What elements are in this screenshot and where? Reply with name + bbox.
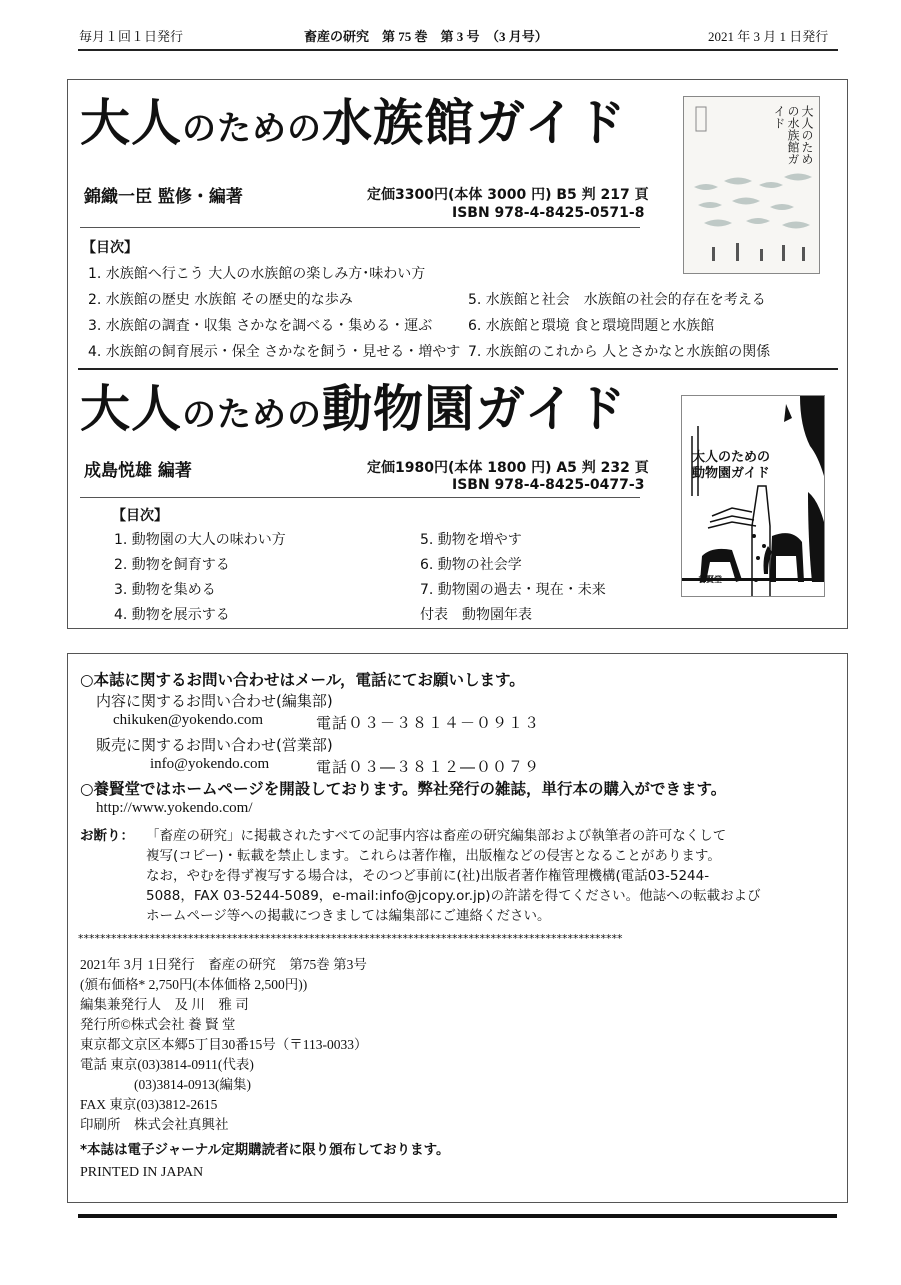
star-divider: ***************************************************************************************************: [78, 932, 623, 945]
book2-title: [80, 380, 627, 438]
issue-frequency: 毎月１回１日発行: [79, 29, 184, 44]
book2-toc-item: 6. 動物の社会学: [420, 557, 522, 573]
homepage-notice: ○養賢堂ではホームページを開設しております。弊社発行の雑誌，単行本の購入ができます。: [80, 780, 727, 798]
sales-email-link[interactable]: info@yokendo.com: [150, 756, 270, 772]
contact-intro: ○本誌に関するお問い合わせはメール，電話にてお願いします。: [80, 671, 525, 689]
notice-line: ホームページ等への掲載につきましては編集部にご連絡ください。: [146, 908, 551, 924]
colophon-line: 2021年 3月 1日発行 畜産の研究 第75巻 第3号: [80, 957, 367, 972]
book1-price: 定価3300円(本体 3000 円) B5 判 217 頁: [367, 187, 649, 203]
journal-issue: 畜産の研究 第 75 巻 第 3 号 （3 月号）: [304, 29, 548, 44]
notice-label: お断り：: [80, 828, 134, 844]
issue-date: 2021 年 3 月 1 日発行: [708, 29, 829, 44]
editorial-email-link[interactable]: chikuken@yokendo.com: [113, 712, 264, 728]
book2-title-part: 動物園ガイド: [322, 380, 627, 438]
book1-title: [80, 94, 627, 152]
colophon-line: (頒布価格* 2,750円(本体価格 2,500円)): [80, 977, 308, 992]
book1-title-part: 水族館ガイド: [322, 94, 627, 152]
distribution-note: *本誌は電子ジャーナル定期購読者に限り頒布しております。: [80, 1142, 450, 1158]
book1-isbn: ISBN 978-4-8425-0571-8: [452, 205, 645, 221]
book1-toc-item: 7. 水族館のこれから 人とさかなと水族館の関係: [468, 344, 771, 360]
book2-toc-item: 4. 動物を展示する: [114, 607, 230, 623]
book2-title-part: 大人: [80, 380, 182, 438]
book2-toc-item: 1. 動物園の大人の味わい方: [114, 532, 286, 548]
book2-cover-publisher: 養賢堂: [698, 575, 722, 584]
book2-rule: [80, 497, 640, 498]
colophon-line: (03)3814-0913(編集): [80, 1077, 251, 1092]
book2-toc-item: 付表 動物園年表: [420, 607, 532, 623]
book1-title-part: 大人: [80, 94, 182, 152]
sales-phone: 電話０３―３８１２―００７９: [316, 758, 541, 776]
book2-cover-title-line: 動物園ガイド: [692, 466, 770, 481]
sales-contact-label: 販売に関するお問い合わせ(営業部): [96, 736, 333, 754]
book2-cover-title: [692, 450, 770, 482]
notice-line: 「畜産の研究」に掲載されたすべての記事内容は畜産の研究編集部および執筆者の許可なくして: [146, 828, 727, 844]
book2-author: 成島悦雄 編著: [84, 461, 192, 481]
zoo-cover-illustration: [682, 396, 824, 596]
book-separator: [78, 368, 838, 370]
colophon-line: 東京都文京区本郷5丁目30番15号（〒113-0033）: [80, 1037, 368, 1052]
book1-toc-item: 6. 水族館と環境 食と環境問題と水族館: [468, 318, 715, 334]
book2-cover-title-line: 大人のための: [692, 450, 771, 465]
book2-toc-item: 2. 動物を飼育する: [114, 557, 230, 573]
colophon-line: 電話 東京(03)3814-0911(代表): [80, 1057, 254, 1072]
book2-isbn: ISBN 978-4-8425-0477-3: [452, 477, 645, 493]
notice-line: 5088，FAX 03-5244-5089，e-mail:info@jcopy.or.jp)の許諾を得てください。他誌への転載および: [146, 888, 761, 904]
notice-line: なお，やむを得ず複写する場合は，そのつど事前に(社)出版者著作権管理機構(電話03-5244-: [146, 868, 710, 884]
book2-toc-item: 3. 動物を集める: [114, 582, 216, 598]
book1-toc-item: 2. 水族館の歴史 水族館 その歴史的な歩み: [88, 292, 353, 308]
book2-toc-item: 5. 動物を増やす: [420, 532, 522, 548]
book1-cover-title: 大人のための水族館ガイド: [772, 105, 814, 165]
book1-toc-item: 3. 水族館の調査・収集 さかなを調べる・集める・運ぶ: [88, 318, 433, 334]
book1-title-part: のための: [182, 109, 322, 149]
book1-toc-heading: 【目次】: [82, 240, 138, 256]
book2-title-part: のための: [182, 395, 322, 435]
book2-toc-item: 7. 動物園の過去・現在・未来: [420, 582, 606, 598]
editorial-contact-label: 内容に関するお問い合わせ(編集部): [96, 692, 333, 710]
colophon-line: FAX 東京(03)3812-2615: [80, 1097, 218, 1112]
book1-toc-item: 5. 水族館と社会 水族館の社会的存在を考える: [468, 292, 766, 308]
colophon-line: 編集兼発行人 及 川 雅 司: [80, 997, 249, 1012]
book2-price: 定価1980円(本体 1800 円) A5 判 232 頁: [367, 460, 649, 476]
printed-in-japan: PRINTED IN JAPAN: [80, 1165, 204, 1180]
header-rule: [78, 49, 838, 51]
notice-line: 複写(コピー)・転載を禁止します。これらは著作権，出版権などの侵害となることがあります。: [146, 848, 721, 864]
book1-rule: [80, 227, 640, 228]
homepage-url-link[interactable]: http://www.yokendo.com/: [96, 800, 253, 816]
book1-author: 錦織一臣 監修・編著: [84, 187, 243, 207]
editorial-phone: 電話０３－３８１４－０９１３: [316, 714, 541, 732]
colophon-line: 発行所©株式会社 養 賢 堂: [80, 1017, 236, 1032]
book1-toc-item: 1. 水族館へ行こう 大人の水族館の楽しみ方･味わい方: [88, 266, 426, 282]
book1-toc-item: 4. 水族館の飼育展示・保全 さかなを飼う・見せる・増やす: [88, 344, 461, 360]
book2-cover-image: [681, 395, 825, 597]
colophon-line: 印刷所 株式会社真興社: [80, 1117, 229, 1132]
book2-toc-heading: 【目次】: [112, 508, 168, 524]
bottom-rule: [78, 1214, 837, 1218]
book1-cover-image: [683, 96, 820, 274]
